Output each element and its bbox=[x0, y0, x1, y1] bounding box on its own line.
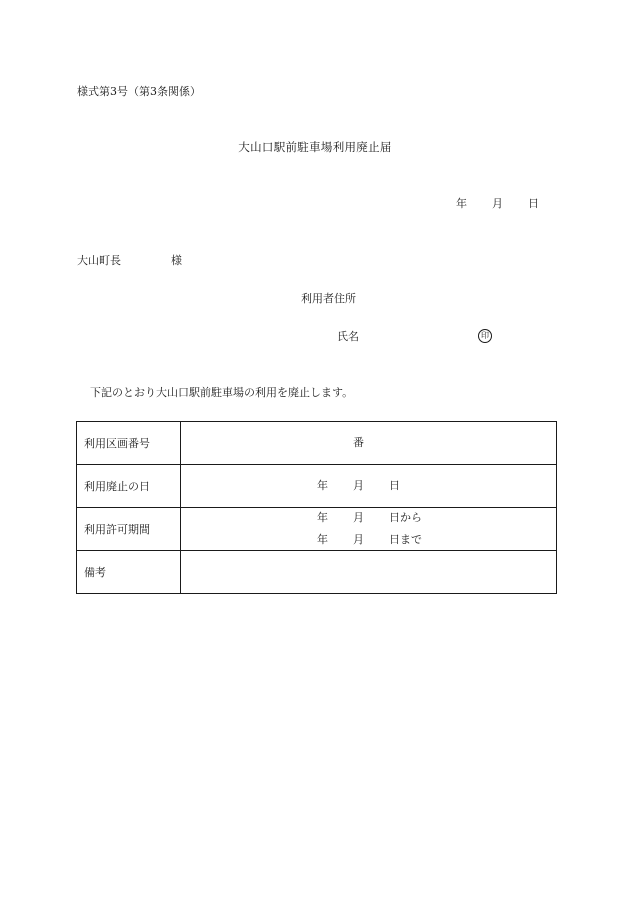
row-label: 備考 bbox=[77, 551, 181, 594]
date-year-label: 年 bbox=[456, 197, 467, 210]
table-row bbox=[77, 465, 557, 508]
document-title: 大山口駅前駐車場利用廃止届 bbox=[238, 140, 392, 154]
form-number: 様式第3号（第3条関係） bbox=[77, 85, 201, 98]
table-row bbox=[77, 508, 557, 551]
statement-text: 下記のとおり大山口駅前駐車場の利用を廃止します。 bbox=[90, 386, 354, 399]
period-to-year: 年 bbox=[317, 533, 328, 546]
period-to-day: 日まで bbox=[389, 533, 422, 546]
row-label: 利用区画番号 bbox=[77, 422, 181, 465]
period-from-day: 日から bbox=[389, 511, 422, 524]
period-to-month: 月 bbox=[353, 533, 364, 546]
cancel-year-label: 年 bbox=[317, 479, 328, 492]
remarks-cell[interactable] bbox=[181, 551, 557, 594]
form-table bbox=[76, 421, 557, 594]
row-label: 利用許可期間 bbox=[77, 508, 181, 551]
date-day-label: 日 bbox=[528, 197, 539, 210]
period-from-month: 月 bbox=[353, 511, 364, 524]
table-row bbox=[77, 422, 557, 465]
permit-period-cell[interactable] bbox=[181, 508, 557, 551]
period-from-year: 年 bbox=[317, 511, 328, 524]
addressee-name: 大山町長 bbox=[77, 254, 121, 267]
cancel-month-label: 月 bbox=[353, 479, 364, 492]
table-row bbox=[77, 551, 557, 594]
parking-space-number-cell[interactable] bbox=[181, 422, 557, 465]
date-month-label: 月 bbox=[492, 197, 503, 210]
applicant-address-label: 利用者住所 bbox=[301, 292, 356, 305]
cancellation-date-cell[interactable] bbox=[181, 465, 557, 508]
seal-mark: 印 bbox=[478, 329, 492, 343]
addressee-honorific: 様 bbox=[171, 254, 182, 267]
row-label: 利用廃止の日 bbox=[77, 465, 181, 508]
space-number-suffix: 番 bbox=[353, 436, 364, 449]
cancel-day-label: 日 bbox=[389, 479, 400, 492]
applicant-name-label: 氏名 bbox=[337, 330, 359, 343]
